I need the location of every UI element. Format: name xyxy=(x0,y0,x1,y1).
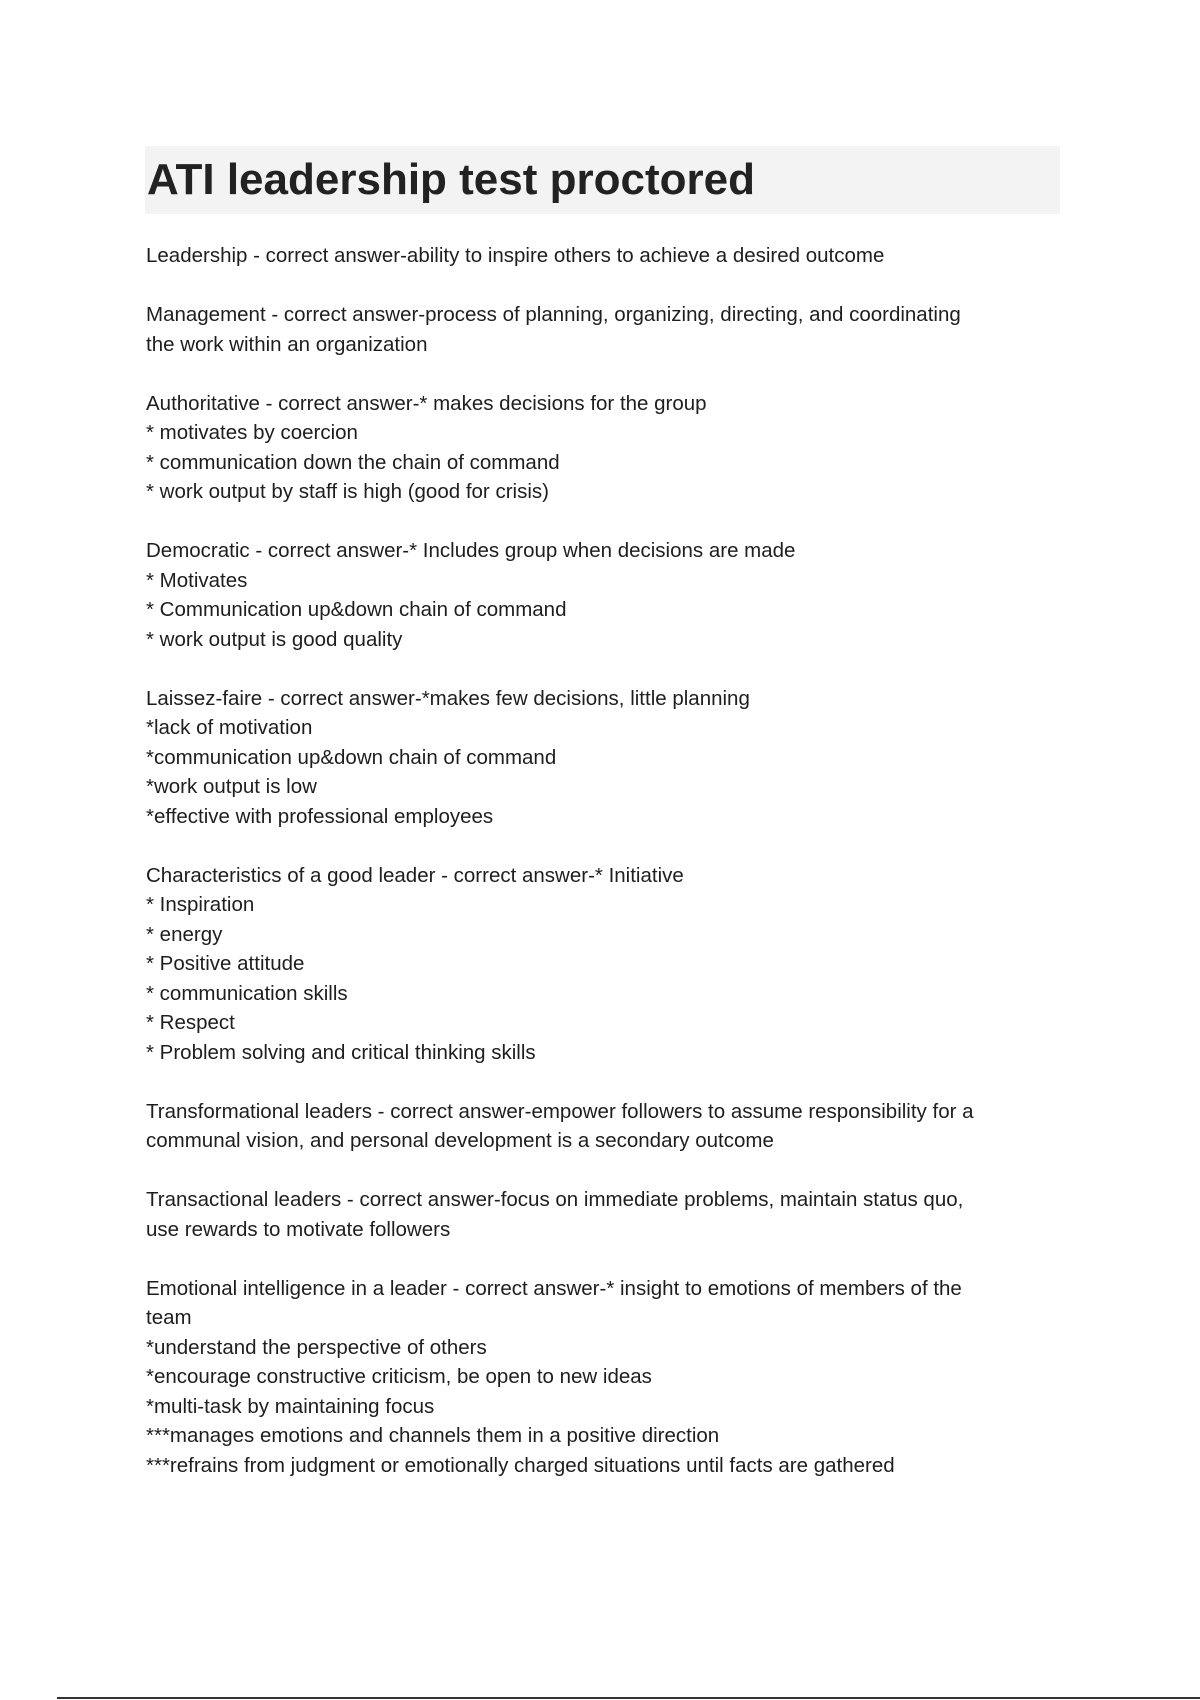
qa-entry xyxy=(146,684,1061,832)
entry-term-line: Transformational leaders - correct answer-empower followers to assume responsibility for a xyxy=(146,1099,974,1123)
entry-term-line: Leadership - correct answer-ability to inspire others to achieve a desired outcome xyxy=(146,244,885,267)
page-title: ATI leadership test proctored xyxy=(147,155,755,204)
entry-detail-line: * work output by staff is high (good for crisis) xyxy=(146,480,549,503)
qa-entry xyxy=(146,389,1061,507)
qa-entry xyxy=(146,1185,1061,1244)
qa-entry xyxy=(146,861,1061,1068)
entry-detail-line: * Communication up&down chain of command xyxy=(146,598,567,621)
entry-detail-line: *effective with professional employees xyxy=(146,804,494,828)
entry-detail-line: * communication skills xyxy=(146,981,348,1005)
entry-detail-line: *encourage constructive criticism, be open to new ideas xyxy=(146,1365,652,1388)
entry-detail-line: * Inspiration xyxy=(146,893,255,916)
entry-detail-line: * Motivates xyxy=(146,568,248,592)
entry-detail-line: ***manages emotions and channels them in a positive direction xyxy=(146,1424,720,1447)
entry-detail-line: * Respect xyxy=(146,1011,235,1034)
entry-detail-line: * work output is good quality xyxy=(146,627,403,651)
entry-detail-line: *work output is low xyxy=(146,775,317,798)
entry-term-line: Authoritative - correct answer-* makes decisions for the group xyxy=(146,391,707,415)
entry-detail-line: team xyxy=(146,1306,192,1329)
entry-detail-line: *understand the perspective of others xyxy=(146,1335,487,1359)
entry-term-line: Laissez-faire - correct answer-*makes few decisions, little planning xyxy=(146,686,750,710)
entry-term-line: Management - correct answer-process of planning, organizing, directing, and coordinating xyxy=(146,303,961,326)
qa-entry xyxy=(146,300,1061,359)
entry-detail-line: * Problem solving and critical thinking skills xyxy=(146,1040,536,1064)
title-bar xyxy=(145,146,1060,214)
entry-detail-line: use rewards to motivate followers xyxy=(146,1217,451,1241)
entry-detail-line: ***refrains from judgment or emotionally charged situations until facts are gathered xyxy=(146,1453,895,1477)
entry-detail-line: * Positive attitude xyxy=(146,952,305,975)
entry-detail-line: * communication down the chain of command xyxy=(146,450,560,474)
entry-detail-line: * motivates by coercion xyxy=(146,421,358,444)
entry-detail-line: *communication up&down chain of command xyxy=(146,745,557,769)
entry-term-line: Characteristics of a good leader - correct answer-* Initiative xyxy=(146,863,684,887)
qa-entry xyxy=(146,1097,1061,1156)
entry-term-line: Emotional intelligence in a leader - correct answer-* insight to emotions of members of the xyxy=(146,1276,962,1300)
qa-entry xyxy=(146,1274,1061,1481)
entry-detail-line: *lack of motivation xyxy=(146,716,313,739)
entry-detail-line: the work within an organization xyxy=(146,332,428,356)
entry-detail-line: *multi-task by maintaining focus xyxy=(146,1394,435,1418)
entry-detail-line: communal vision, and personal development is a secondary outcome xyxy=(146,1129,774,1152)
entry-term-line: Democratic - correct answer-* Includes group when decisions are made xyxy=(146,539,796,562)
entry-term-line: Transactional leaders - correct answer-focus on immediate problems, maintain status quo, xyxy=(146,1188,964,1211)
qa-entry xyxy=(146,241,1061,271)
page-bottom-divider xyxy=(57,1697,1200,1699)
entry-detail-line: * energy xyxy=(146,922,223,946)
qa-entry xyxy=(146,536,1061,654)
document-body xyxy=(146,241,1061,1510)
